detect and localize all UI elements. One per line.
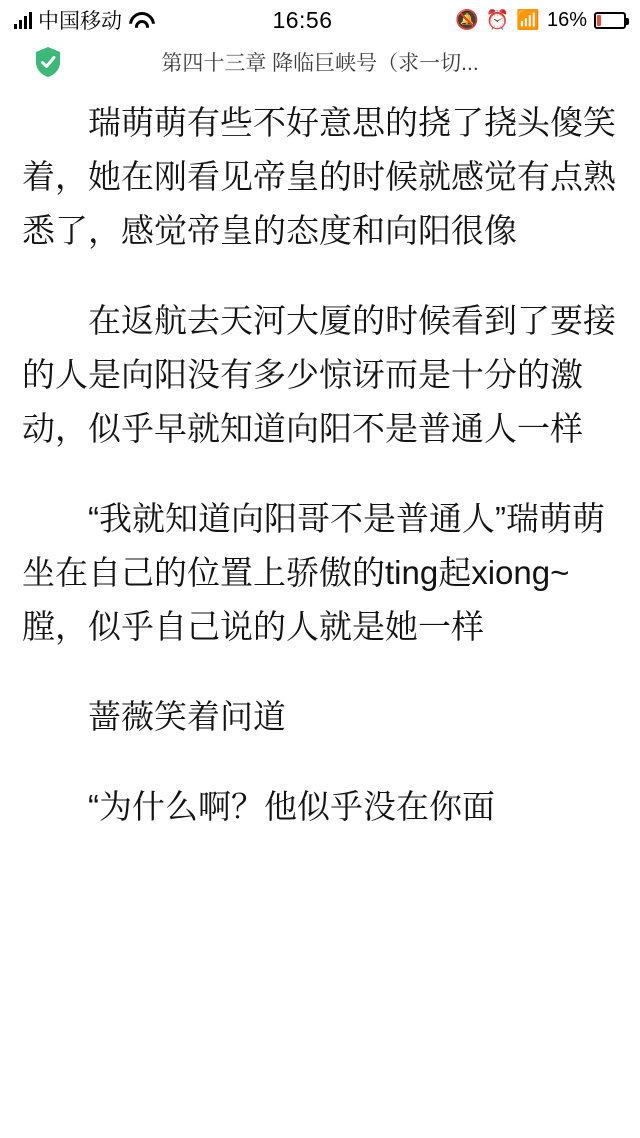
alarm-clock-icon: ⏰ <box>485 9 510 31</box>
paragraph: “我就知道向阳哥不是普通人”瑞萌萌坐在自己的位置上骄傲的ting起xiong~膛，似乎自己说的人就是她一样 <box>22 500 605 645</box>
paragraph: 蔷薇笑着问道 <box>88 698 286 735</box>
paragraph: 瑞萌萌有些不好意思的挠了挠头傻笑着，她在刚看见帝皇的时候就感觉有点熟悉了，感觉帝皇的态度和向阳很像 <box>22 104 616 249</box>
screen-cast-icon: 📶 <box>516 9 540 31</box>
reader-content[interactable] <box>0 84 640 834</box>
status-bar <box>0 0 640 40</box>
signal-bars-icon <box>14 11 32 29</box>
chapter-title-bar <box>0 40 640 84</box>
paragraph: “为什么啊？他似乎没在你面 <box>88 788 495 825</box>
status-bar-left <box>14 5 150 35</box>
mute-bell-icon: 🔕 <box>454 9 479 31</box>
battery-percent-label: 16% <box>546 8 587 31</box>
status-bar-clock: 16:56 <box>272 6 333 33</box>
wifi-icon <box>128 11 150 29</box>
status-bar-right <box>455 9 626 32</box>
paragraph: 在返航去天河大厦的时候看到了要接的人是向阳没有多少惊讶而是十分的激动，似乎早就知道向阳不是普通人一样 <box>22 302 616 447</box>
shield-check-icon <box>34 46 62 78</box>
carrier-label: 中国移动 <box>38 10 122 33</box>
battery-icon <box>594 12 626 29</box>
chapter-title[interactable]: 第四十三章 降临巨峡号（求一切... <box>161 52 479 75</box>
